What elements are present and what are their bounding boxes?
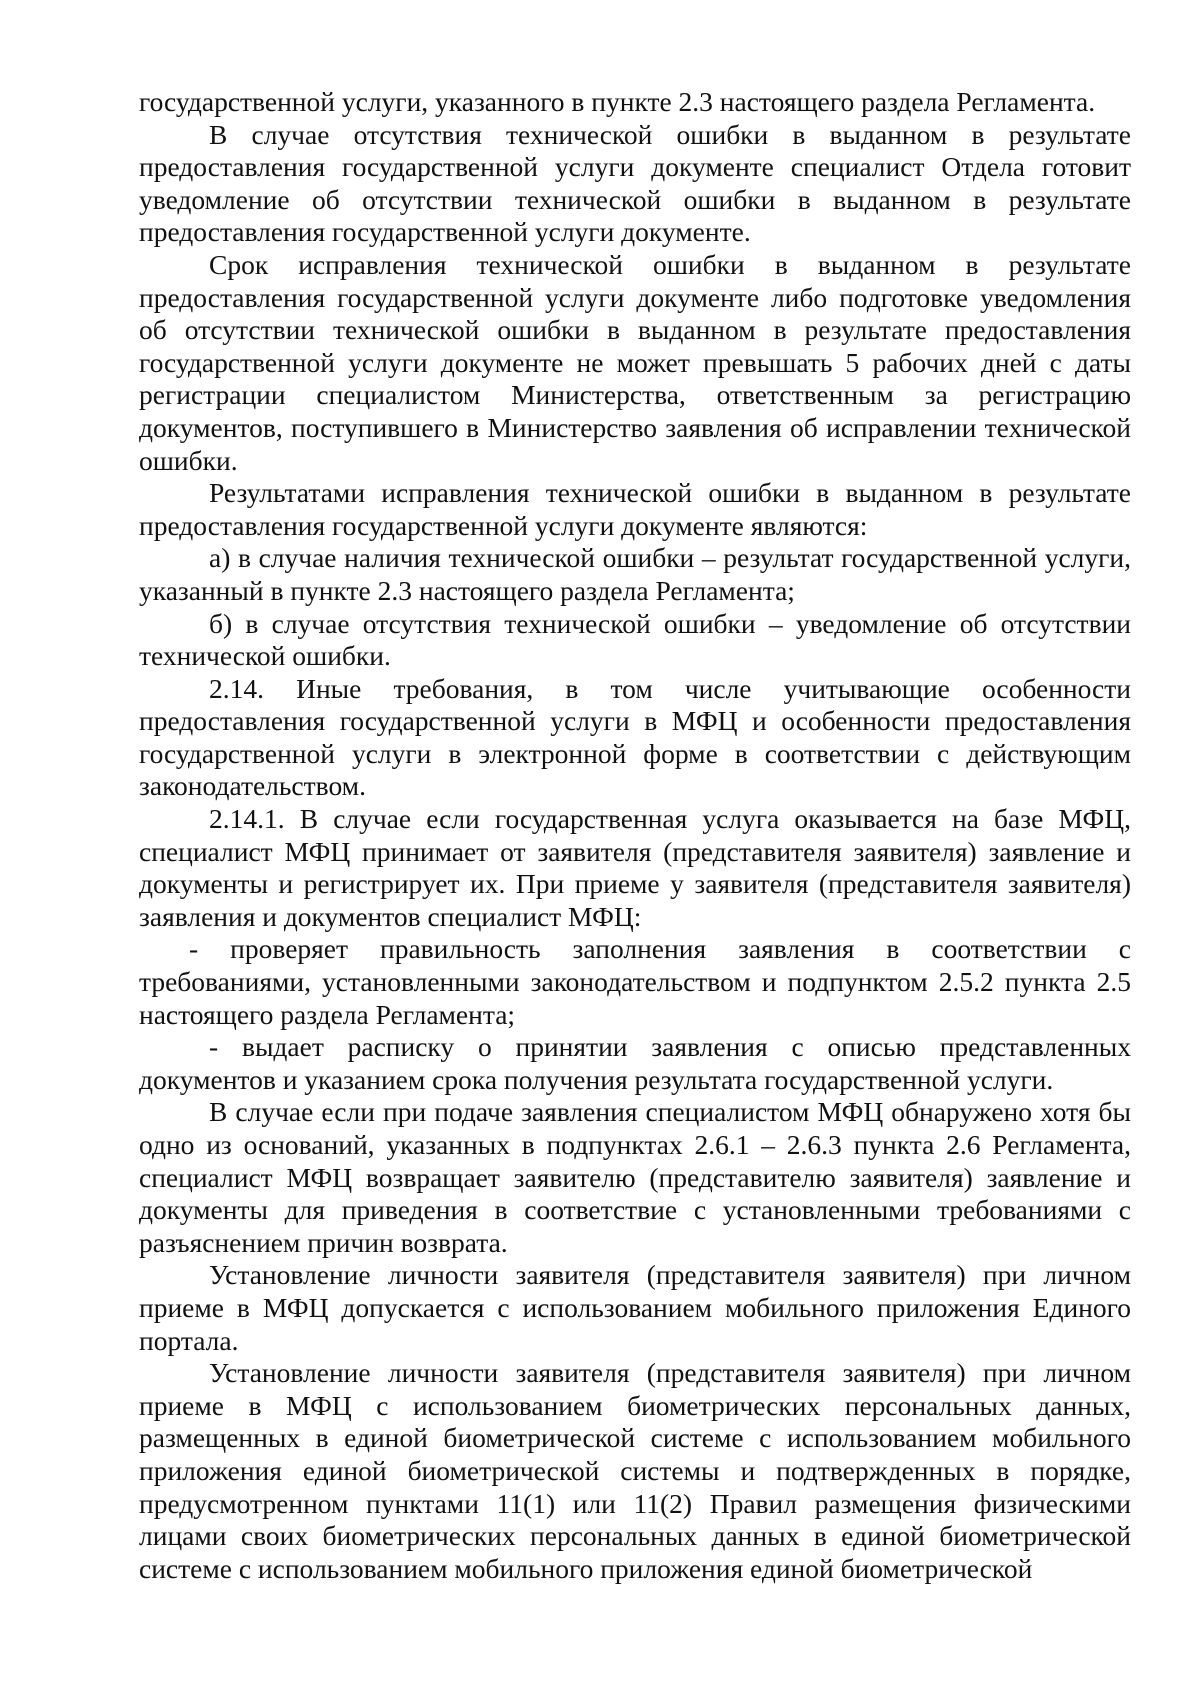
paragraph-identity-mobile-app: Установление личности заявителя (представителя заявителя) при личном приеме в МФЦ допускается с использованием мобильного приложения Единого портала. (139, 1259, 1131, 1356)
list-item-b: б) в случае отсутствия технической ошибки – уведомление об отсутствии технической ошибки. (139, 607, 1131, 672)
section-2-14-heading: 2.14. Иные требования, в том числе учитывающие особенности предоставления государственной услуги в МФЦ и особенности предоставления государственной услуги в электронной форме в соответствии с действующим законодательством. (139, 672, 1131, 802)
paragraph-correction-results: Результатами исправления технической ошибки в выданном в результате предоставления государственной услуги документе являются: (139, 477, 1131, 541)
dash-item-check-application: - проверяет правильность заполнения заявления в соответствии с требованиями, установленными законодательством и подпунктом 2.5.2 пункта 2.5 настоящего раздела Регламента; (139, 933, 1131, 1030)
dash-item-issue-receipt: - выдает расписку о принятии заявления с описью представленных документов и указанием срока получения результата государственной услуги. (139, 1031, 1131, 1095)
section-2-14-1: 2.14.1. В случае если государственная услуга оказывается на базе МФЦ, специалист МФЦ принимает от заявителя (представителя заявителя) заявление и документы и регистрирует их. При приеме у заявителя (представителя заявителя) заявления и документов специалист МФЦ: (139, 803, 1131, 932)
paragraph-no-error-notice: В случае отсутствия технической ошибки в выданном в результате предоставления государственной услуги документе специалист Отдела готовит уведомление об отсутствии технической ошибки в выданном в результате предоставления государственной услуги документе. (139, 118, 1131, 248)
paragraph-continuation: государственной услуги, указанного в пункте 2.3 настоящего раздела Регламента. (139, 86, 1096, 117)
paragraph-identity-biometric: Установление личности заявителя (представителя заявителя) при личном приеме в МФЦ с использованием биометрических персональных данных, размещенных в единой биометрической системе с использованием мобильного приложения единой биометрической системы и подтвержденных в порядке, предусмотренном пунктами 11(1) или 11(2) Правил размещения физическими лицами своих биометрических персональных данных в единой биометрической системе с использованием мобильного приложения единой биометрической (139, 1357, 1131, 1584)
paragraph-correction-deadline: Срок исправления технической ошибки в выданном в результате предоставления государственной услуги документе либо подготовке уведомления об отсутствии технической ошибки в выданном в результате предоставления государственной услуги документе не может превышать 5 рабочих дней с даты регистрации специалистом Министерства, ответственным за регистрацию документов, поступившего в Министерство заявления об исправлении технической ошибки. (139, 248, 1131, 476)
list-item-a: а) в случае наличия технической ошибки – результат государственной услуги, указанный в пункте 2.3 настоящего раздела Регламента; (139, 542, 1131, 606)
paragraph-return-documents: В случае если при подаче заявления специалистом МФЦ обнаружено хотя бы одно из оснований, указанных в подпунктах 2.6.1 – 2.6.3 пункта 2.6 Регламента, специалист МФЦ возвращает заявителю (представителю заявителя) заявление и документы для приведения в соответствие с установленными требованиями с разъяснением причин возврата. (139, 1096, 1131, 1258)
document-page (139, 86, 1131, 1585)
